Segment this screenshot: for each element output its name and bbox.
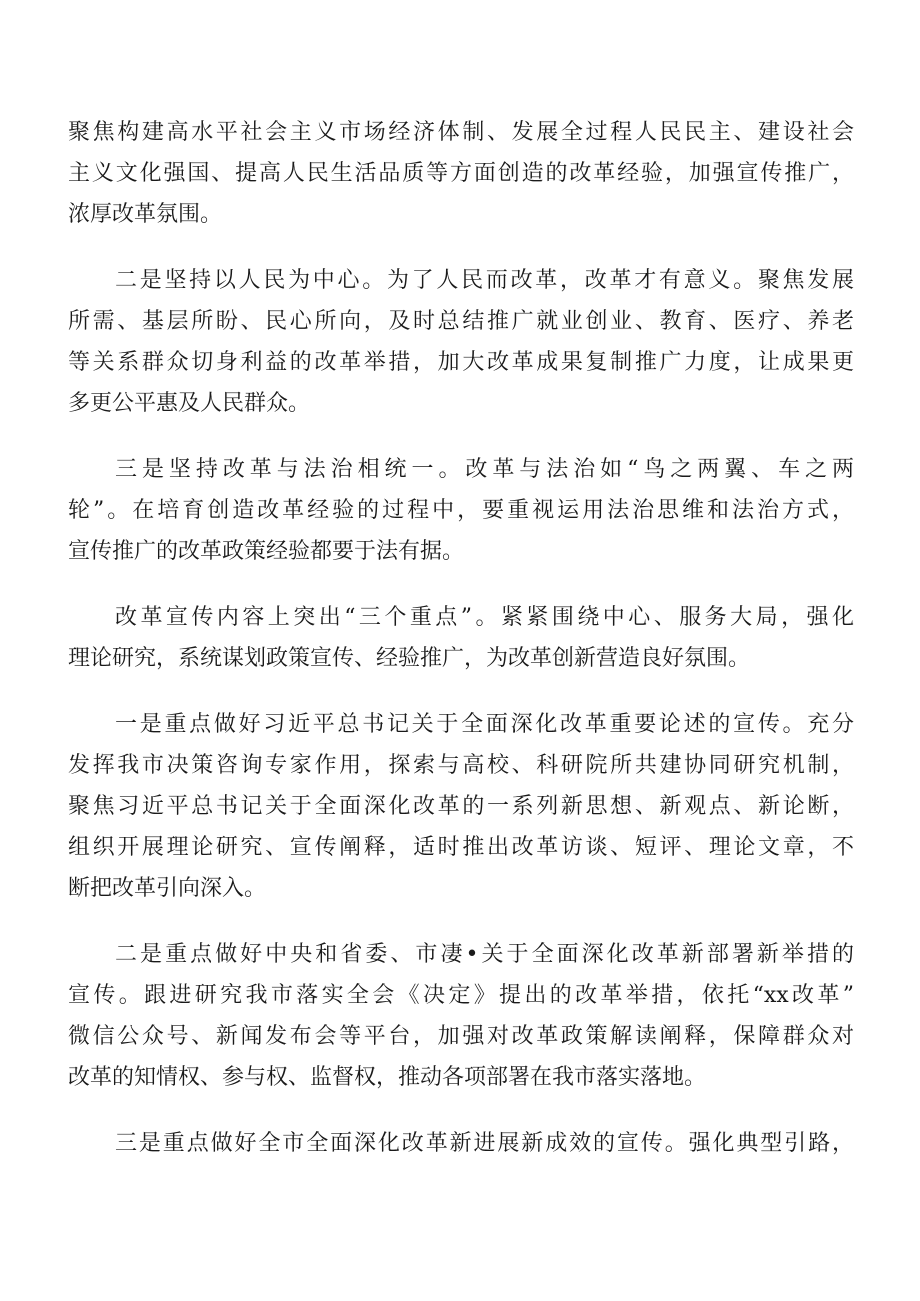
text-line: 三是重点做好全市全面深化改革新进展新成效的宣传。强化典型引路， bbox=[115, 1131, 854, 1156]
text-line: 浓厚改革氛围。 bbox=[68, 202, 223, 227]
text-line: 发挥我市决策咨询专家作用，探索与高校、科研院所共建协同研究机制， bbox=[68, 753, 854, 778]
text-line: 组织开展理论研究、宣传阐释，适时推出改革访谈、短评、理论文章，不 bbox=[68, 835, 854, 860]
paragraph-4 bbox=[68, 597, 854, 679]
text-line: 轮”。在培育创造改革经验的过程中，要重视运用法治思维和法治方式， bbox=[68, 498, 854, 523]
paragraph-2 bbox=[68, 260, 854, 424]
text-line: 理论研究，系统谋划政策宣传、经验推广，为改革创新营造良好氛围。 bbox=[68, 646, 751, 671]
text-line: 微信公众号、新闻发布会等平台，加强对改革政策解读阐释，保障群众对 bbox=[68, 1024, 854, 1049]
paragraph-1 bbox=[68, 112, 854, 235]
text-line: 聚焦习近平总书记关于全面深化改革的一系列新思想、新观点、新论断， bbox=[68, 794, 854, 819]
text-line: 等关系群众切身利益的改革举措，加大改革成果复制推广力度，让成果更 bbox=[68, 350, 854, 375]
text-line: 改革的知情权、参与权、监督权，推动各项部署在我市落实落地。 bbox=[68, 1065, 707, 1090]
document-body bbox=[68, 112, 854, 1189]
text-line: 二是坚持以人民为中心。为了人民而改革，改革才有意义。聚焦发展 bbox=[115, 268, 854, 293]
text-line: 宣传。跟进研究我市落实全会《决定》提出的改革举措，依托“xx改革” bbox=[68, 983, 854, 1008]
text-line: 宣传推广的改革政策经验都要于法有据。 bbox=[68, 539, 465, 564]
text-line: 所需、基层所盼、民心所向，及时总结推广就业创业、教育、医疗、养老 bbox=[68, 309, 854, 334]
paragraph-7 bbox=[68, 1123, 854, 1164]
text-line: 改革宣传内容上突出“三个重点”。紧紧围绕中心、服务大局，强化 bbox=[115, 605, 854, 630]
text-line: 主义文化强国、提高人民生活品质等方面创造的改革经验，加强宣传推广， bbox=[68, 161, 854, 186]
text-line: 二是重点做好中央和省委、市凄•关于全面深化改革新部署新举措的 bbox=[115, 942, 854, 967]
text-line: 三是坚持改革与法治相统一。改革与法治如“鸟之两翼、车之两 bbox=[115, 457, 854, 482]
paragraph-5 bbox=[68, 704, 854, 909]
text-line: 一是重点做好习近平总书记关于全面深化改革重要论述的宣传。充分 bbox=[115, 712, 854, 737]
paragraph-6 bbox=[68, 934, 854, 1098]
text-line: 断把改革引向深入。 bbox=[68, 876, 267, 901]
paragraph-3 bbox=[68, 449, 854, 572]
text-line: 聚焦构建高水平社会主义市场经济体制、发展全过程人民民主、建设社会 bbox=[68, 120, 854, 145]
text-line: 多更公平惠及人民群众。 bbox=[68, 391, 311, 416]
